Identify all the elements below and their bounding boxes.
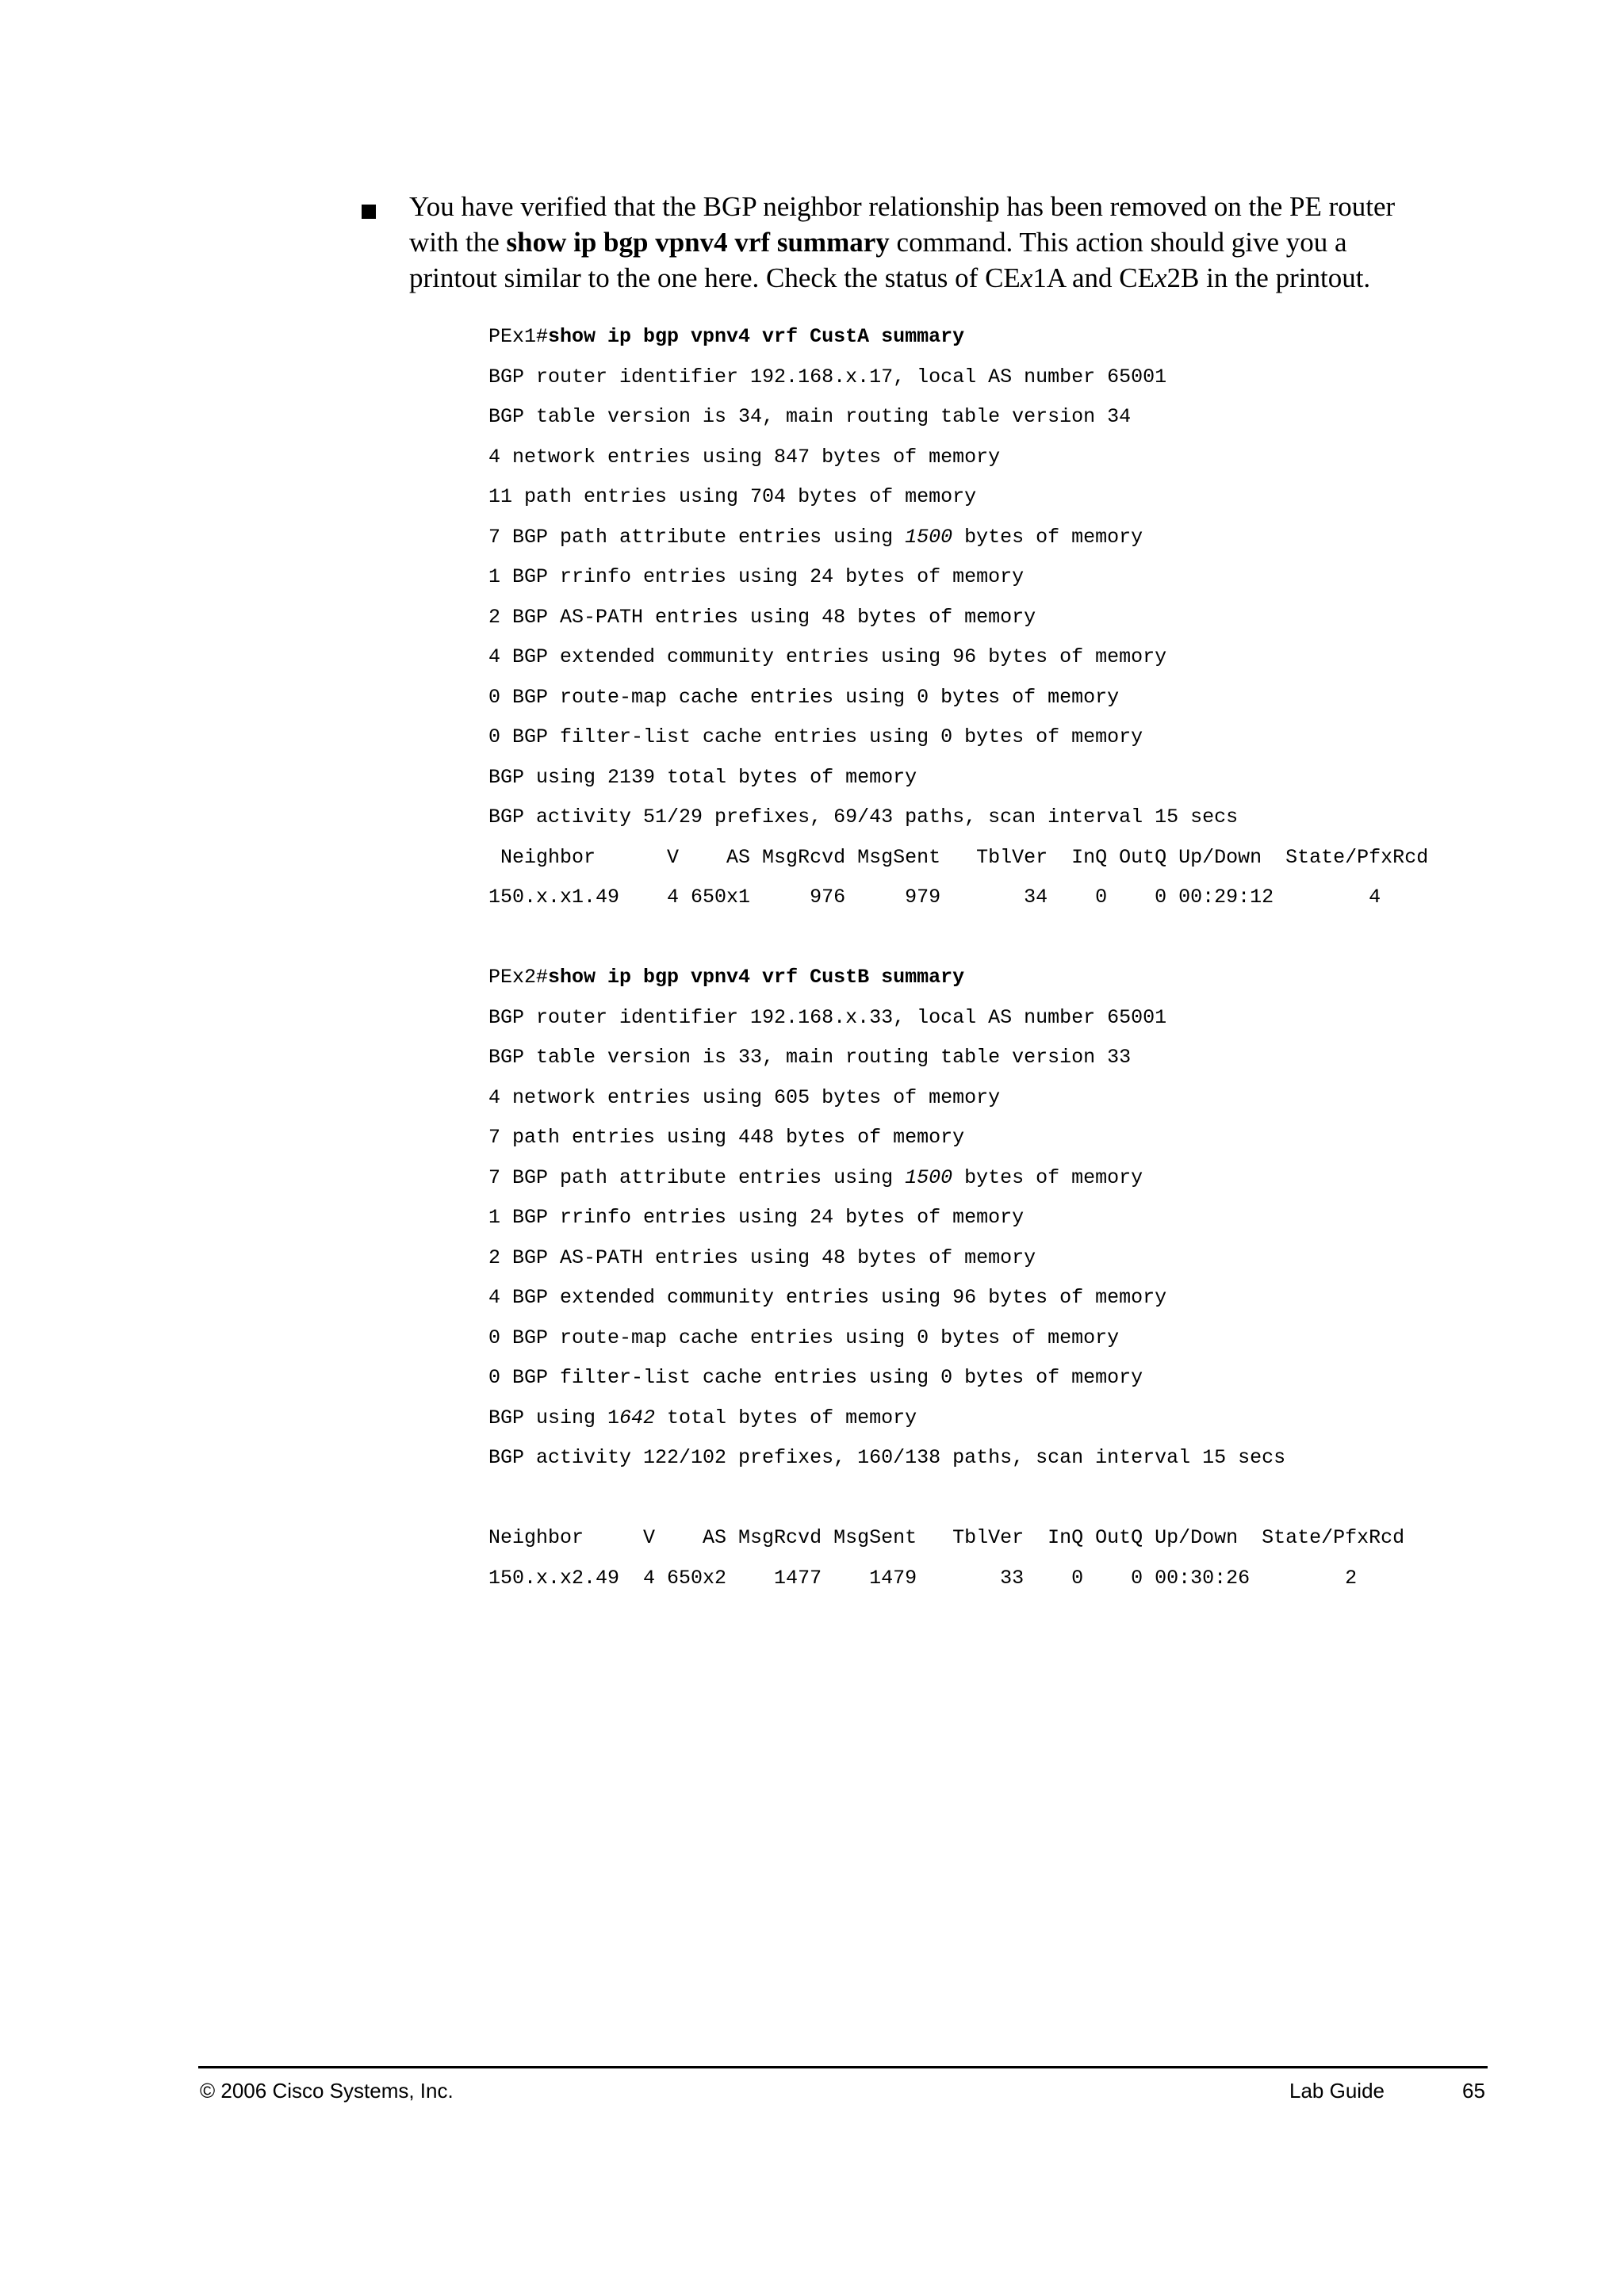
output-line: BGP table version is 33, main routing table version 33: [488, 1046, 1132, 1069]
blank-line: [488, 1479, 1519, 1519]
output-line: 7 BGP path attribute entries using 1500 bytes of memory: [488, 525, 1143, 549]
square-bullet-icon: [362, 205, 376, 219]
intro-line-3: printout similar to the one here. Check the status of CEx1A and CEx2B in the printout.: [409, 262, 1371, 293]
output-line: 11 path entries using 704 bytes of memory: [488, 485, 977, 508]
router-output-pex1: [488, 317, 1519, 918]
command-line: PEx2#show ip bgp vpnv4 vrf CustB summary: [488, 966, 965, 989]
intro-text: [409, 189, 1488, 296]
output-line: 0 BGP filter-list cache entries using 0 bytes of memory: [488, 725, 1143, 748]
output-line: BGP using 1642 total bytes of memory: [488, 1406, 917, 1429]
output-line: BGP activity 51/29 prefixes, 69/43 paths, scan interval 15 secs: [488, 806, 1239, 828]
command-line: PEx1#show ip bgp vpnv4 vrf CustA summary: [488, 325, 965, 348]
output-line: 0 BGP filter-list cache entries using 0 bytes of memory: [488, 1366, 1143, 1389]
output-line: BGP router identifier 192.168.x.33, local AS number 65001: [488, 1005, 1167, 1029]
output-line: 4 BGP extended community entries using 96 bytes of memory: [488, 1286, 1167, 1309]
output-line: 4 BGP extended community entries using 96 bytes of memory: [488, 645, 1167, 668]
output-line: 1 BGP rrinfo entries using 24 bytes of memory: [488, 1206, 1025, 1229]
neighbor-table-header: Neighbor V AS MsgRcvd MsgSent TblVer InQ OutQ Up/Down State/PfxRcd: [488, 845, 1429, 869]
output-line: BGP table version is 34, main routing table version 34: [488, 405, 1132, 428]
intro-line-2: with the show ip bgp vpnv4 vrf summary command. This action should give you a: [409, 227, 1347, 258]
footer-divider: [198, 2066, 1488, 2068]
intro-line-1: You have verified that the BGP neighbor relationship has been removed on the PE router: [409, 191, 1396, 222]
neighbor-table-header: Neighbor V AS MsgRcvd MsgSent TblVer InQ OutQ Up/Down State/PfxRcd: [488, 1526, 1405, 1549]
output-line: BGP activity 122/102 prefixes, 160/138 paths, scan interval 15 secs: [488, 1446, 1286, 1469]
router-output-pex2: [488, 958, 1519, 1598]
output-line: BGP using 2139 total bytes of memory: [488, 765, 917, 789]
output-line: 7 path entries using 448 bytes of memory: [488, 1126, 965, 1149]
command-name: show ip bgp vpnv4 vrf summary: [506, 227, 890, 258]
output-line: 4 network entries using 847 bytes of memory: [488, 445, 1001, 469]
output-line: 4 network entries using 605 bytes of memory: [488, 1085, 1001, 1109]
output-line: 1 BGP rrinfo entries using 24 bytes of memory: [488, 565, 1025, 588]
output-line: BGP router identifier 192.168.x.17, local AS number 65001: [488, 365, 1167, 388]
output-line: 7 BGP path attribute entries using 1500 bytes of memory: [488, 1165, 1143, 1189]
output-line: 0 BGP route-map cache entries using 0 bytes of memory: [488, 685, 1120, 709]
output-line: 0 BGP route-map cache entries using 0 bytes of memory: [488, 1326, 1120, 1349]
output-line: 2 BGP AS-PATH entries using 48 bytes of memory: [488, 1246, 1036, 1269]
neighbor-table-row: 150.x.x2.49 4 650x2 1477 1479 33 0 0 00:30:26 2: [488, 1566, 1358, 1590]
footer-guide-label: Lab Guide: [1289, 2079, 1385, 2103]
neighbor-table-row: 150.x.x1.49 4 650x1 976 979 34 0 0 00:29:12 4: [488, 886, 1381, 909]
footer-copyright: © 2006 Cisco Systems, Inc.: [200, 2079, 454, 2103]
output-line: 2 BGP AS-PATH entries using 48 bytes of memory: [488, 605, 1036, 629]
footer-page-number: 65: [1462, 2079, 1485, 2103]
